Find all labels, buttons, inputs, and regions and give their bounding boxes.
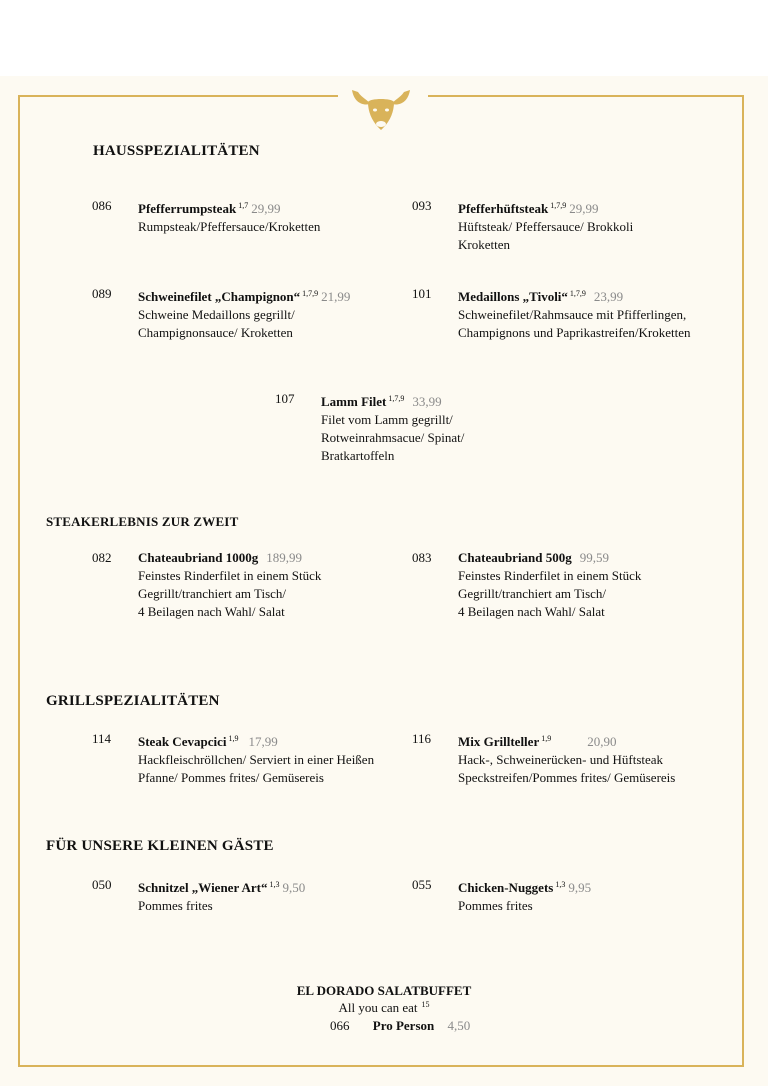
buffet-title: EL DORADO SALATBUFFET (296, 983, 472, 998)
item-name: Schnitzel „Wiener Art“ (138, 880, 268, 895)
item-description: Bratkartoffeln (321, 448, 395, 463)
bull-head-icon (348, 84, 414, 132)
item-number: 089 (92, 286, 112, 301)
allergen-codes: 1,7 (238, 201, 249, 210)
allergen-codes: 1,7,9 (569, 289, 586, 298)
item-number: 083 (412, 550, 432, 565)
item-description: Hüftsteak/ Pfeffersauce/ Brokkoli (458, 219, 634, 234)
item-description: Pfanne/ Pommes frites/ Gemüsereis (138, 770, 324, 785)
item-number: 107 (275, 391, 295, 406)
item-number: 050 (92, 877, 112, 892)
allergen-codes: 1,7,9 (550, 201, 567, 210)
item-description: Kroketten (458, 237, 510, 252)
section-title-steakerlebnis: STEAKERLEBNIS ZUR ZWEIT (46, 514, 239, 529)
buffet-subtitle-text: All you can eat (338, 1000, 418, 1015)
item-price: 23,99 (593, 289, 624, 304)
item-name: Pfefferhüftsteak (458, 201, 549, 216)
item-description: Pommes frites (458, 898, 533, 913)
item-name: Chateaubriand 500g (458, 550, 572, 565)
allergen-codes: 1,3 (269, 880, 280, 889)
item-description: Filet vom Lamm gegrillt/ (321, 412, 453, 427)
item-description: Gegrillt/tranchiert am Tisch/ (458, 586, 607, 601)
item-price: 9,95 (568, 880, 592, 895)
item-description: Champignonsauce/ Kroketten (138, 325, 293, 340)
item-price: 4,50 (447, 1018, 471, 1033)
section-title-kleine-gaeste: FÜR UNSERE KLEINEN GÄSTE (46, 838, 274, 854)
item-description: 4 Beilagen nach Wahl/ Salat (138, 604, 285, 619)
item-price: 189,99 (266, 550, 303, 565)
item-name: Medaillons „Tivoli“ (458, 289, 568, 304)
allergen-codes: 1,9 (541, 734, 552, 743)
item-description: Hackfleischröllchen/ Serviert in einer Heißen (138, 752, 375, 767)
item-name: Schweinefilet „Champignon“ (138, 289, 301, 304)
item-price: 9,50 (282, 880, 306, 895)
item-price: 33,99 (412, 394, 442, 409)
item-description: Rotweinrahmsacue/ Spinat/ (321, 430, 465, 445)
item-price: 20,90 (587, 734, 617, 749)
item-price: 17,99 (248, 734, 278, 749)
allergen-codes: 1,7,9 (388, 394, 405, 403)
item-description: Champignons und Paprikastreifen/Kroketten (458, 325, 691, 340)
item-description: Schweinefilet/Rahmsauce mit Pfifferlingen, (458, 307, 687, 322)
allergen-codes: 1,3 (555, 880, 566, 889)
buffet-price-row (330, 1018, 470, 1034)
item-description: 4 Beilagen nach Wahl/ Salat (458, 604, 605, 619)
item-description: Rumpsteak/Pfeffersauce/Kroketten (138, 219, 321, 234)
item-price: 29,99 (251, 201, 281, 216)
item-number: 086 (92, 198, 112, 213)
item-price: 21,99 (321, 289, 351, 304)
item-name: Steak Cevapcici (138, 734, 227, 749)
item-description: Feinstes Rinderfilet in einem Stück (138, 568, 322, 583)
allergen-codes: 1,7,9 (302, 289, 319, 298)
item-description: Gegrillt/tranchiert am Tisch/ (138, 586, 287, 601)
item-description: Speckstreifen/Pommes frites/ Gemüsereis (458, 770, 676, 785)
item-description: Feinstes Rinderfilet in einem Stück (458, 568, 642, 583)
allergen-codes: 15 (421, 1000, 430, 1009)
item-name: Chateaubriand 1000g (138, 550, 259, 565)
item-price: 99,59 (579, 550, 610, 565)
item-name: Mix Grillteller (458, 734, 540, 749)
item-description: Hack-, Schweinerücken- und Hüftsteak (458, 752, 664, 767)
item-number: 055 (412, 877, 432, 892)
item-description: Pommes frites (138, 898, 213, 913)
item-description: Schweine Medaillons gegrillt/ (138, 307, 295, 322)
item-price: 29,99 (569, 201, 599, 216)
item-number: 082 (92, 550, 112, 565)
item-number: 093 (412, 198, 432, 213)
buffet-label: Pro Person (372, 1018, 435, 1033)
item-number: 116 (412, 731, 432, 746)
buffet-subtitle (0, 1000, 768, 1016)
item-number: 114 (92, 731, 112, 746)
allergen-codes: 1,9 (228, 734, 239, 743)
item-name: Chicken-Nuggets (458, 880, 554, 895)
item-number: 066 (330, 1018, 350, 1033)
item-name: Pfefferrumpsteak (138, 201, 237, 216)
section-title-hausspezialitaeten: HAUSSPEZIALITÄTEN (93, 143, 260, 159)
item-number: 101 (412, 286, 432, 301)
item-name: Lamm Filet (321, 394, 387, 409)
section-title-grillspezialitaeten: GRILLSPEZIALITÄTEN (46, 693, 220, 709)
